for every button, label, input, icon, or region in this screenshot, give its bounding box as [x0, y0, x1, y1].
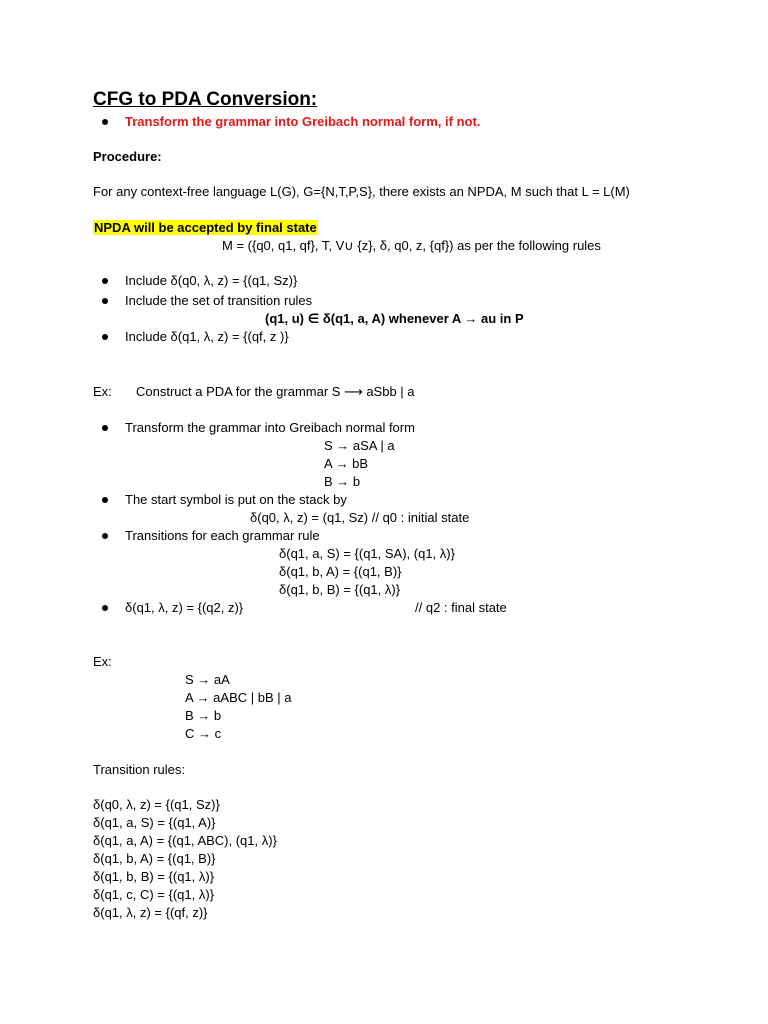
rule-2-detail: (q1, u) ∈ δ(q1, a, A) whenever A → au in P: [265, 311, 524, 326]
ex2-label: Ex:: [93, 654, 112, 669]
ex1-transition: δ(q1, b, B) = {(q1, λ)}: [279, 582, 401, 597]
ex2-transition: δ(q1, a, S) = {(q1, A)}: [93, 815, 216, 830]
ex1-start-transition: δ(q0, λ, z) = (q1, Sz) // q0 : initial state: [250, 510, 470, 525]
ex1-gnf-rule: A → bB: [324, 456, 369, 471]
rule-3: Include δ(q1, λ, z) = {(qf, z )}: [125, 329, 289, 344]
ex1-statement: Construct a PDA for the grammar S ⟶ aSbb | a: [136, 384, 415, 399]
ex1-final-transition: δ(q1, λ, z) = {(q2, z)}: [125, 600, 244, 615]
rule-2: Include the set of transition rules: [125, 293, 313, 308]
npda-highlight: NPDA will be accepted by final state: [94, 220, 317, 235]
ex2-grammar-rule: B → b: [185, 708, 222, 723]
ex1-transition: δ(q1, a, S) = {(q1, SA), (q1, λ)}: [279, 546, 455, 561]
ex1-bullet-start: The start symbol is put on the stack by: [125, 492, 347, 507]
ex2-transition: δ(q0, λ, z) = {(q1, Sz)}: [93, 797, 220, 812]
ex2-transition: δ(q1, b, B) = {(q1, λ)}: [93, 869, 215, 884]
ex1-transition: δ(q1, b, A) = {(q1, B)}: [279, 564, 402, 579]
rule-1: Include δ(q0, λ, z) = {(q1, Sz)}: [125, 273, 298, 288]
ex2-grammar-rule: S → aA: [185, 672, 230, 687]
ex1-final-comment: // q2 : final state: [415, 600, 507, 615]
ex2-transition: δ(q1, a, A) = {(q1, ABC), (q1, λ)}: [93, 833, 277, 848]
ex2-transition: δ(q1, b, A) = {(q1, B)}: [93, 851, 216, 866]
page-title: CFG to PDA Conversion:: [93, 89, 318, 110]
ex2-grammar-rule: C → c: [185, 726, 222, 741]
procedure-heading: Procedure:: [93, 149, 162, 164]
ex1-bullet-transitions: Transitions for each grammar rule: [125, 528, 320, 543]
ex2-transition-heading: Transition rules:: [93, 762, 185, 777]
npda-highlight-line: [93, 220, 318, 236]
ex1-bullet-gnf: Transform the grammar into Greibach normal form: [125, 420, 415, 435]
ex2-transition: δ(q1, λ, z) = {(qf, z)}: [93, 905, 208, 920]
ex2-transition: δ(q1, c, C) = {(q1, λ)}: [93, 887, 215, 902]
procedure-text: For any context-free language L(G), G={N,T,P,S}, there exists an NPDA, M such that L = L(M): [93, 184, 630, 199]
ex1-label: Ex:: [93, 384, 112, 399]
ex1-gnf-rule: S → aSA | a: [324, 438, 395, 453]
intro-bullet: Transform the grammar into Greibach normal form, if not.: [125, 114, 481, 129]
ex1-gnf-rule: B → b: [324, 474, 361, 489]
ex2-grammar-rule: A → aABC | bB | a: [185, 690, 292, 705]
m-definition: M = ({q0, q1, qf}, T, V∪ {z}, δ, q0, z, {qf}) as per the following rules: [222, 238, 601, 253]
